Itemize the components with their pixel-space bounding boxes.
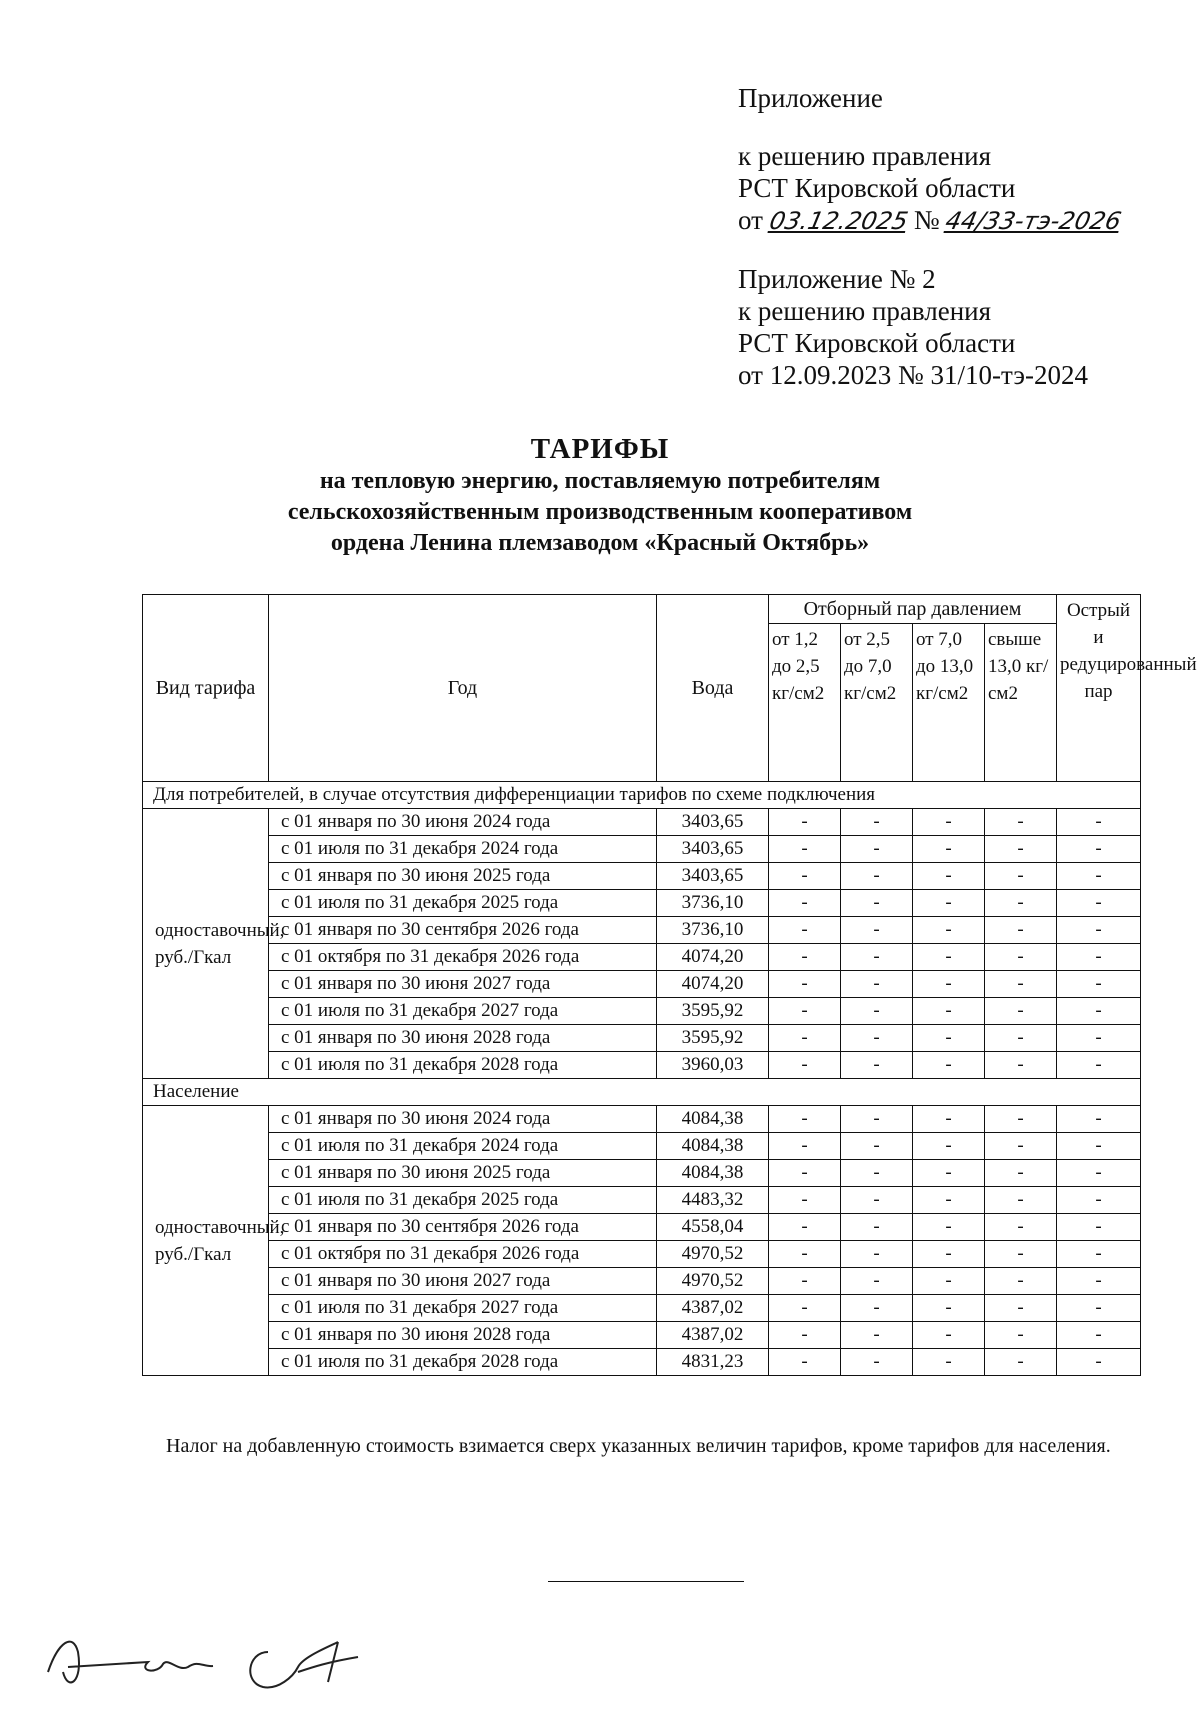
empty-tariff-cell: - bbox=[769, 1106, 841, 1133]
empty-tariff-cell: - bbox=[769, 1025, 841, 1052]
empty-tariff-cell: - bbox=[769, 917, 841, 944]
empty-tariff-cell: - bbox=[985, 1052, 1057, 1079]
table-row bbox=[143, 944, 1141, 971]
empty-tariff-cell: - bbox=[985, 1295, 1057, 1322]
document-title bbox=[100, 432, 1100, 559]
title-line-2: сельскохозяйственным производственным кооперативом bbox=[287, 499, 913, 525]
period-cell: с 01 января по 30 июня 2028 года bbox=[269, 1025, 657, 1052]
empty-tariff-cell: - bbox=[1057, 1052, 1141, 1079]
period-cell: с 01 июля по 31 декабря 2027 года bbox=[269, 1295, 657, 1322]
empty-tariff-cell: - bbox=[769, 944, 841, 971]
empty-tariff-cell: - bbox=[769, 1214, 841, 1241]
empty-tariff-cell: - bbox=[769, 1241, 841, 1268]
table-row bbox=[143, 1106, 1141, 1133]
table-row bbox=[143, 863, 1141, 890]
empty-tariff-cell: - bbox=[841, 863, 913, 890]
period-cell: с 01 июля по 31 декабря 2024 года bbox=[269, 1133, 657, 1160]
period-cell: с 01 июля по 31 декабря 2028 года bbox=[269, 1052, 657, 1079]
empty-tariff-cell: - bbox=[1057, 836, 1141, 863]
empty-tariff-cell: - bbox=[985, 1025, 1057, 1052]
empty-tariff-cell: - bbox=[985, 1106, 1057, 1133]
header-steam-1: от 1,2 до 2,5 кг/см2 bbox=[769, 624, 841, 782]
table-row bbox=[143, 1295, 1141, 1322]
header-sharp-steam: Острый и редуцированный пар bbox=[1057, 595, 1141, 782]
tariff-kind: одноставочный, руб./Гкал bbox=[143, 1106, 269, 1376]
table-row bbox=[143, 917, 1141, 944]
appendix-authority: РСТ Кировской области bbox=[738, 173, 1016, 203]
water-tariff-cell: 3403,65 bbox=[657, 863, 769, 890]
empty-tariff-cell: - bbox=[841, 1322, 913, 1349]
water-tariff-cell: 3595,92 bbox=[657, 998, 769, 1025]
decision-number-handwritten: 44/33-тэ-2026 bbox=[943, 207, 1125, 235]
water-tariff-cell: 4084,38 bbox=[657, 1133, 769, 1160]
empty-tariff-cell: - bbox=[1057, 1187, 1141, 1214]
vat-note-text: Налог на добавленную стоимость взимается сверх указанных величин тарифов, кроме тарифов для населения. bbox=[166, 1435, 1111, 1457]
tariff-table bbox=[142, 594, 1197, 1376]
empty-tariff-cell: - bbox=[1057, 917, 1141, 944]
water-tariff-cell: 4483,32 bbox=[657, 1187, 769, 1214]
empty-tariff-cell: - bbox=[769, 1160, 841, 1187]
header-steam-3: от 7,0 до 13,0 кг/см2 bbox=[913, 624, 985, 782]
header-steam-2: от 2,5 до 7,0 кг/см2 bbox=[841, 624, 913, 782]
empty-tariff-cell: - bbox=[913, 1106, 985, 1133]
empty-tariff-cell: - bbox=[985, 1349, 1057, 1376]
tariff-kind: одноставочный, руб./Гкал bbox=[143, 809, 269, 1079]
period-cell: с 01 октября по 31 декабря 2026 года bbox=[269, 1241, 657, 1268]
empty-tariff-cell: - bbox=[985, 1160, 1057, 1187]
empty-tariff-cell: - bbox=[841, 1214, 913, 1241]
appendix-decision-line: к решению правления bbox=[738, 141, 992, 171]
empty-tariff-cell: - bbox=[985, 809, 1057, 836]
empty-tariff-cell: - bbox=[1057, 863, 1141, 890]
empty-tariff-cell: - bbox=[1057, 1349, 1141, 1376]
empty-tariff-cell: - bbox=[769, 971, 841, 998]
signature-2 bbox=[250, 1642, 358, 1687]
empty-tariff-cell: - bbox=[841, 1349, 913, 1376]
empty-tariff-cell: - bbox=[985, 836, 1057, 863]
empty-tariff-cell: - bbox=[841, 971, 913, 998]
empty-tariff-cell: - bbox=[913, 890, 985, 917]
empty-tariff-cell: - bbox=[1057, 1241, 1141, 1268]
appendix-title: Приложение bbox=[738, 83, 883, 113]
period-cell: с 01 июля по 31 декабря 2025 года bbox=[269, 890, 657, 917]
title-line-3: ордена Ленина племзаводом «Красный Октябрь» bbox=[330, 530, 870, 556]
appendix2-authority: РСТ Кировской области bbox=[738, 328, 1016, 358]
empty-tariff-cell: - bbox=[769, 1295, 841, 1322]
water-tariff-cell: 3960,03 bbox=[657, 1052, 769, 1079]
separator-line bbox=[548, 1581, 744, 1582]
table-row bbox=[143, 1241, 1141, 1268]
empty-tariff-cell: - bbox=[841, 1133, 913, 1160]
signatures-handwritten bbox=[28, 1612, 388, 1712]
appendix2-title: Приложение № 2 bbox=[738, 264, 936, 294]
empty-tariff-cell: - bbox=[1057, 890, 1141, 917]
empty-tariff-cell: - bbox=[913, 1322, 985, 1349]
signature-1 bbox=[48, 1642, 213, 1683]
period-cell: с 01 января по 30 июня 2024 года bbox=[269, 1106, 657, 1133]
empty-tariff-cell: - bbox=[985, 890, 1057, 917]
water-tariff-cell: 4074,20 bbox=[657, 971, 769, 998]
water-tariff-cell: 4831,23 bbox=[657, 1349, 769, 1376]
empty-tariff-cell: - bbox=[1057, 944, 1141, 971]
empty-tariff-cell: - bbox=[1057, 1160, 1141, 1187]
water-tariff-cell: 3595,92 bbox=[657, 1025, 769, 1052]
empty-tariff-cell: - bbox=[841, 944, 913, 971]
empty-tariff-cell: - bbox=[1057, 1025, 1141, 1052]
water-tariff-cell: 4084,38 bbox=[657, 1160, 769, 1187]
empty-tariff-cell: - bbox=[769, 1052, 841, 1079]
header-year: Год bbox=[269, 595, 657, 782]
empty-tariff-cell: - bbox=[913, 944, 985, 971]
empty-tariff-cell: - bbox=[985, 1322, 1057, 1349]
empty-tariff-cell: - bbox=[841, 1187, 913, 1214]
empty-tariff-cell: - bbox=[913, 1025, 985, 1052]
empty-tariff-cell: - bbox=[985, 1268, 1057, 1295]
header-water: Вода bbox=[657, 595, 769, 782]
empty-tariff-cell: - bbox=[841, 1052, 913, 1079]
empty-tariff-cell: - bbox=[985, 1133, 1057, 1160]
empty-tariff-cell: - bbox=[841, 1295, 913, 1322]
empty-tariff-cell: - bbox=[1057, 998, 1141, 1025]
decision-number-label: № bbox=[913, 205, 940, 235]
empty-tariff-cell: - bbox=[1057, 1214, 1141, 1241]
empty-tariff-cell: - bbox=[985, 1241, 1057, 1268]
water-tariff-cell: 4084,38 bbox=[657, 1106, 769, 1133]
empty-tariff-cell: - bbox=[769, 836, 841, 863]
empty-tariff-cell: - bbox=[913, 917, 985, 944]
empty-tariff-cell: - bbox=[769, 890, 841, 917]
table-row bbox=[143, 1187, 1141, 1214]
empty-tariff-cell: - bbox=[841, 809, 913, 836]
empty-tariff-cell: - bbox=[841, 1106, 913, 1133]
period-cell: с 01 июля по 31 декабря 2024 года bbox=[269, 836, 657, 863]
empty-tariff-cell: - bbox=[769, 998, 841, 1025]
appendix-block bbox=[738, 82, 1125, 391]
empty-tariff-cell: - bbox=[841, 1025, 913, 1052]
period-cell: с 01 января по 30 июня 2025 года bbox=[269, 863, 657, 890]
empty-tariff-cell: - bbox=[1057, 971, 1141, 998]
period-cell: с 01 октября по 31 декабря 2026 года bbox=[269, 944, 657, 971]
table-row bbox=[143, 1349, 1141, 1376]
empty-tariff-cell: - bbox=[769, 1133, 841, 1160]
empty-tariff-cell: - bbox=[841, 1268, 913, 1295]
empty-tariff-cell: - bbox=[1057, 1133, 1141, 1160]
empty-tariff-cell: - bbox=[913, 971, 985, 998]
water-tariff-cell: 4970,52 bbox=[657, 1268, 769, 1295]
empty-tariff-cell: - bbox=[769, 1322, 841, 1349]
empty-tariff-cell: - bbox=[913, 1241, 985, 1268]
empty-tariff-cell: - bbox=[913, 1052, 985, 1079]
empty-tariff-cell: - bbox=[913, 1160, 985, 1187]
empty-tariff-cell: - bbox=[1057, 1268, 1141, 1295]
empty-tariff-cell: - bbox=[769, 1349, 841, 1376]
empty-tariff-cell: - bbox=[913, 809, 985, 836]
empty-tariff-cell: - bbox=[913, 836, 985, 863]
empty-tariff-cell: - bbox=[913, 1349, 985, 1376]
table-row bbox=[143, 998, 1141, 1025]
period-cell: с 01 июля по 31 декабря 2028 года bbox=[269, 1349, 657, 1376]
empty-tariff-cell: - bbox=[913, 863, 985, 890]
water-tariff-cell: 4387,02 bbox=[657, 1295, 769, 1322]
water-tariff-cell: 3403,65 bbox=[657, 809, 769, 836]
water-tariff-cell: 3736,10 bbox=[657, 890, 769, 917]
empty-tariff-cell: - bbox=[913, 1268, 985, 1295]
empty-tariff-cell: - bbox=[841, 917, 913, 944]
empty-tariff-cell: - bbox=[985, 917, 1057, 944]
period-cell: с 01 июля по 31 декабря 2027 года bbox=[269, 998, 657, 1025]
empty-tariff-cell: - bbox=[841, 1160, 913, 1187]
empty-tariff-cell: - bbox=[841, 836, 913, 863]
tariff-body bbox=[143, 782, 1141, 1376]
table-row bbox=[143, 971, 1141, 998]
appendix2-decision-line: к решению правления bbox=[738, 296, 992, 326]
empty-tariff-cell: - bbox=[769, 1268, 841, 1295]
period-cell: с 01 января по 30 июня 2024 года bbox=[269, 809, 657, 836]
empty-tariff-cell: - bbox=[841, 1241, 913, 1268]
table-row bbox=[143, 1052, 1141, 1079]
appendix-decision-ref bbox=[738, 204, 1125, 237]
vat-note bbox=[166, 1430, 1126, 1462]
title-main: ТАРИФЫ bbox=[530, 433, 670, 465]
title-line-1: на тепловую энергию, поставляемую потребителям bbox=[319, 468, 881, 494]
period-cell: с 01 января по 30 июня 2028 года bbox=[269, 1322, 657, 1349]
empty-tariff-cell: - bbox=[985, 998, 1057, 1025]
empty-tariff-cell: - bbox=[769, 863, 841, 890]
decision-from-label: от bbox=[738, 205, 763, 235]
water-tariff-cell: 4074,20 bbox=[657, 944, 769, 971]
period-cell: с 01 января по 30 сентября 2026 года bbox=[269, 1214, 657, 1241]
empty-tariff-cell: - bbox=[913, 998, 985, 1025]
table-row bbox=[143, 809, 1141, 836]
empty-tariff-cell: - bbox=[1057, 809, 1141, 836]
empty-tariff-cell: - bbox=[841, 890, 913, 917]
water-tariff-cell: 4558,04 bbox=[657, 1214, 769, 1241]
water-tariff-cell: 3403,65 bbox=[657, 836, 769, 863]
empty-tariff-cell: - bbox=[913, 1187, 985, 1214]
water-tariff-cell: 4387,02 bbox=[657, 1322, 769, 1349]
empty-tariff-cell: - bbox=[985, 1187, 1057, 1214]
decision-date-handwritten: 03.12.2025 bbox=[766, 207, 911, 235]
empty-tariff-cell: - bbox=[913, 1214, 985, 1241]
table-row bbox=[143, 836, 1141, 863]
empty-tariff-cell: - bbox=[985, 944, 1057, 971]
empty-tariff-cell: - bbox=[769, 1187, 841, 1214]
empty-tariff-cell: - bbox=[841, 998, 913, 1025]
period-cell: с 01 января по 30 сентября 2026 года bbox=[269, 917, 657, 944]
period-cell: с 01 января по 30 июня 2027 года bbox=[269, 1268, 657, 1295]
period-cell: с 01 июля по 31 декабря 2025 года bbox=[269, 1187, 657, 1214]
empty-tariff-cell: - bbox=[1057, 1322, 1141, 1349]
table-row bbox=[143, 890, 1141, 917]
table-row bbox=[143, 1214, 1141, 1241]
empty-tariff-cell: - bbox=[913, 1133, 985, 1160]
table-row bbox=[143, 1268, 1141, 1295]
period-cell: с 01 января по 30 июня 2025 года bbox=[269, 1160, 657, 1187]
header-steam-group: Отборный пар давлением bbox=[769, 595, 1057, 624]
empty-tariff-cell: - bbox=[913, 1295, 985, 1322]
water-tariff-cell: 3736,10 bbox=[657, 917, 769, 944]
header-kind: Вид тарифа bbox=[143, 595, 269, 782]
section-header-row bbox=[143, 782, 1141, 809]
water-tariff-cell: 4970,52 bbox=[657, 1241, 769, 1268]
header-steam-4: свыше 13,0 кг/см2 bbox=[985, 624, 1057, 782]
empty-tariff-cell: - bbox=[1057, 1295, 1141, 1322]
empty-tariff-cell: - bbox=[985, 1214, 1057, 1241]
table-row bbox=[143, 1025, 1141, 1052]
table-row bbox=[143, 1322, 1141, 1349]
section-title: Для потребителей, в случае отсутствия дифференциации тарифов по схеме подключения bbox=[143, 782, 1141, 809]
section-title: Население bbox=[143, 1079, 1141, 1106]
table-row bbox=[143, 1160, 1141, 1187]
empty-tariff-cell: - bbox=[1057, 1106, 1141, 1133]
empty-tariff-cell: - bbox=[769, 809, 841, 836]
period-cell: с 01 января по 30 июня 2027 года bbox=[269, 971, 657, 998]
empty-tariff-cell: - bbox=[985, 863, 1057, 890]
table-row bbox=[143, 1133, 1141, 1160]
section-header-row bbox=[143, 1079, 1141, 1106]
empty-tariff-cell: - bbox=[985, 971, 1057, 998]
appendix2-decision-ref: от 12.09.2023 № 31/10-тэ-2024 bbox=[738, 360, 1088, 390]
